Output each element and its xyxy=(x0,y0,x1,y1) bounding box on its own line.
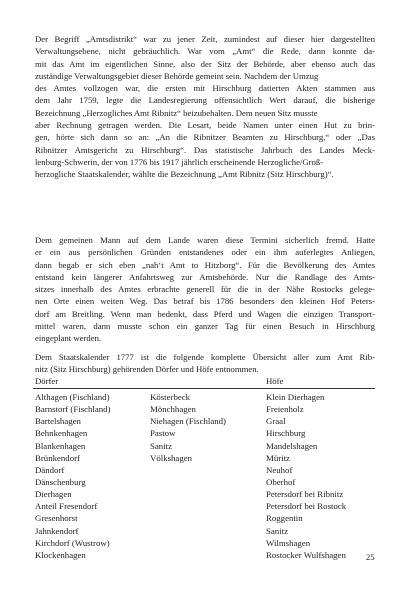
text-line: nitz (Sitz Hirschburg) gehörenden Dörfer und Höfe entnommen. xyxy=(35,364,259,375)
list-item: Petersdorf bei Ribnitz xyxy=(266,489,344,500)
list-item: Hirschburg xyxy=(266,428,306,439)
estates-list xyxy=(266,391,346,561)
text-line: dann begab er sich eben „nah‘t Amt to Hitzborg“. Für die Bevölkerung des Amtes xyxy=(35,259,375,270)
text-line: mit das Amt im eigentlichen Sinne, also der Sitz der Behörde, aber ebenso auch das xyxy=(35,58,375,69)
text-line: er ein aus persönlichen Gründen entstandenes oder ein ihm auferlegtes Anliegen, xyxy=(35,247,375,258)
list-item: Dierhagen xyxy=(35,489,72,500)
list-item: Neuhof xyxy=(266,464,293,475)
list-item: Petersdorf bei Rostock xyxy=(266,501,347,512)
list-item: Roggentin xyxy=(266,513,303,524)
list-item: Mönchhagen xyxy=(150,404,196,415)
list-item: Brünkendorf xyxy=(35,452,80,463)
text-line: lenburg-Schwerin, der von 1776 bis 1917 jährlich erscheinende Herzogliche/Groß- xyxy=(35,156,324,167)
text-line: Dem gemeinen Mann auf dem Lande waren diese Termini sicherlich fremd. Hatte xyxy=(35,235,375,245)
text-line: aber Rechnung getragen werden. Die Lesart, beide Namen unter einen Hut zu brin- xyxy=(35,120,375,131)
list-item: Freienholz xyxy=(266,404,304,415)
text-line: Dem Staatskalender 1777 ist die folgende komplette Übersicht aller zum Amt Rib- xyxy=(35,352,375,362)
list-item: Dändorf xyxy=(35,464,65,475)
text-line: nen Orte einen weiten Weg. Das betraf bis 1786 besonders den kleinen Hof Peters- xyxy=(35,296,375,307)
heading-estates: Höfe xyxy=(266,376,284,386)
list-item: Sanitz xyxy=(150,440,172,451)
list-item: Barnstorf (Fischland) xyxy=(35,404,111,415)
list-item: Kösterbeck xyxy=(150,392,191,402)
paragraph-amtsdistrikt xyxy=(35,33,375,181)
text-line: gen, hörte sich dann so an: „An die Ribnitzer Beamten zu Hirschburg,“ oder „Das xyxy=(35,132,375,143)
text-line: sitzes innerhalb des Amtes erbrachte generell für die in der Nähe Rostocks gelege- xyxy=(35,284,375,295)
paragraph-gemeiner-mann xyxy=(35,234,375,345)
list-item: Dänschenburg xyxy=(35,476,86,487)
text-line: des Amtes vollzogen war, die ersten mit Hirschburg datierten Akten stammen aus xyxy=(35,83,375,94)
text-line: Verwaltungsebene, nicht gebräuchlich. War vom „Amt“ die Rede, dann konnte da- xyxy=(35,46,375,57)
text-line: Ribnitzer Amtsgericht zu Hirschburg“. Das statistische Jahrbuch des Landes Meck- xyxy=(35,144,375,155)
text-line: Bezeichnung „Herzogliches Amt Ribnitz“ beizubehalten. Dem neuen Sitz musste xyxy=(35,107,318,118)
list-item: Völkshagen xyxy=(150,452,193,463)
list-item: Althagen (Fischland) xyxy=(35,392,110,402)
heading-villages: Dörfer xyxy=(35,376,59,386)
list-item: Bartelshagen xyxy=(35,416,81,427)
text-line: eingeplant werden. xyxy=(35,333,102,344)
list-item: Sanitz xyxy=(266,525,288,536)
list-item: Gresenhorst xyxy=(35,513,78,524)
text-line: Der Begriff „Amtsdistrikt“ war zu jener Zeit, zumindest auf dieser hier dargestellten xyxy=(35,34,375,44)
text-line: mittel waren, dann musste schon ein ganzer Tag für einen Besuch in Hirschburg xyxy=(35,321,375,332)
paragraph-staatskalender xyxy=(35,351,375,376)
text-line: zuständige Verwaltungsgebiet dieser Behörde gemeint sein. Nachdem der Umzug xyxy=(35,70,319,81)
list-item: Anteil Fresendorf xyxy=(35,501,98,512)
list-item: Pastow xyxy=(150,428,176,439)
list-item: Jahnkendorf xyxy=(35,525,79,536)
villages-list-1 xyxy=(35,391,111,561)
list-item: Blankenhagen xyxy=(35,440,86,451)
list-item: Behnkenhagen xyxy=(35,428,88,439)
list-item: Wilmshagen xyxy=(266,537,311,548)
list-item: Müritz xyxy=(266,452,290,463)
list-item: Graal xyxy=(266,416,286,427)
list-item: Mandelshagen xyxy=(266,440,318,451)
list-item: Kirchdorf (Wustrow) xyxy=(35,537,110,548)
text-line: dorf am Breitling. Wenn man bedenkt, dass Pferd und Wagen die einzigen Transport- xyxy=(35,308,375,319)
text-line: dem Jahr 1759, legte die Landesregierung offensichtlich Wert darauf, die bisherige xyxy=(35,95,375,106)
page-number: 25 xyxy=(366,552,375,562)
table-divider xyxy=(33,388,375,389)
text-line: herzogliche Staatskalender, wählte die Bezeichnung „Amt Ribnitz (Sitz Hirschburg)“. xyxy=(35,169,334,180)
villages-list-2 xyxy=(150,391,226,464)
list-item: Rostocker Wulfshagen xyxy=(266,549,346,560)
text-line: entstand kein längerer Anfahrtsweg zur Amtsbehörde. Nur die Randlage des Amts- xyxy=(35,271,375,282)
list-item: Klockenhagen xyxy=(35,549,86,560)
list-item: Oberhof xyxy=(266,476,296,487)
list-item: Klein Dierhagen xyxy=(266,392,325,402)
list-item: Niehagen (Fischland) xyxy=(150,416,226,427)
